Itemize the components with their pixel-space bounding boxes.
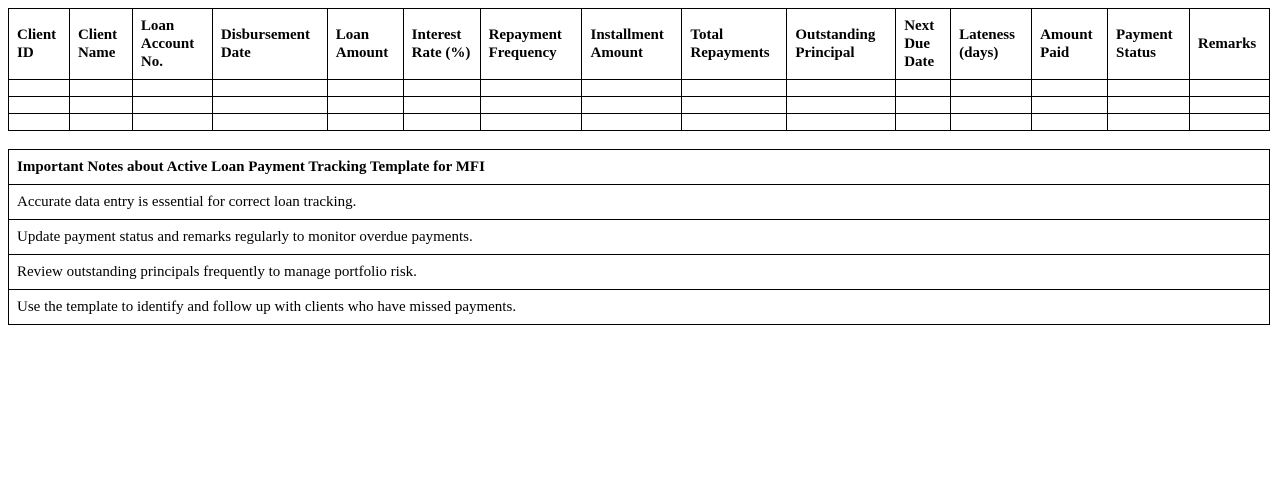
table-cell[interactable] xyxy=(682,97,787,114)
notes-table xyxy=(8,149,1270,325)
table-cell[interactable] xyxy=(212,80,327,97)
table-cell[interactable] xyxy=(1189,80,1269,97)
table-cell[interactable] xyxy=(951,80,1032,97)
table-cell[interactable] xyxy=(1108,114,1190,131)
table-cell[interactable] xyxy=(582,97,682,114)
header-payment-status: Payment Status xyxy=(1108,9,1190,80)
table-cell[interactable] xyxy=(1189,97,1269,114)
header-installment-amount: Installment Amount xyxy=(582,9,682,80)
table-cell[interactable] xyxy=(403,114,480,131)
header-interest-rate: Interest Rate (%) xyxy=(403,9,480,80)
header-loan-amount: Loan Amount xyxy=(327,9,403,80)
table-cell[interactable] xyxy=(327,97,403,114)
table-cell[interactable] xyxy=(9,80,70,97)
table-cell[interactable] xyxy=(9,114,70,131)
table-row xyxy=(9,97,1270,114)
table-cell[interactable] xyxy=(1032,114,1108,131)
table-cell[interactable] xyxy=(896,97,951,114)
table-cell[interactable] xyxy=(787,114,896,131)
header-amount-paid: Amount Paid xyxy=(1032,9,1108,80)
page-content xyxy=(8,8,1270,325)
table-cell[interactable] xyxy=(69,80,132,97)
table-cell[interactable] xyxy=(327,80,403,97)
table-cell[interactable] xyxy=(951,97,1032,114)
notes-title: Important Notes about Active Loan Payment Tracking Template for MFI xyxy=(9,150,1270,185)
header-client-id: Client ID xyxy=(9,9,70,80)
table-cell[interactable] xyxy=(951,114,1032,131)
table-cell[interactable] xyxy=(9,97,70,114)
table-cell[interactable] xyxy=(403,80,480,97)
table-row xyxy=(9,114,1270,131)
table-cell[interactable] xyxy=(69,97,132,114)
table-cell[interactable] xyxy=(480,80,582,97)
table-cell[interactable] xyxy=(132,80,212,97)
header-disbursement-date: Disbursement Date xyxy=(212,9,327,80)
table-cell[interactable] xyxy=(69,114,132,131)
table-cell[interactable] xyxy=(327,114,403,131)
notes-header-row xyxy=(9,150,1270,185)
table-cell[interactable] xyxy=(212,97,327,114)
table-cell[interactable] xyxy=(582,80,682,97)
header-repayment-frequency: Repayment Frequency xyxy=(480,9,582,80)
table-cell[interactable] xyxy=(582,114,682,131)
table-cell[interactable] xyxy=(1189,114,1269,131)
table-cell[interactable] xyxy=(1108,97,1190,114)
header-loan-account-no: Loan Account No. xyxy=(132,9,212,80)
table-cell[interactable] xyxy=(212,114,327,131)
table-cell[interactable] xyxy=(896,80,951,97)
table-cell[interactable] xyxy=(1032,80,1108,97)
note-item: Use the template to identify and follow up with clients who have missed payments. xyxy=(9,290,1270,325)
header-lateness-days: Lateness (days) xyxy=(951,9,1032,80)
table-row xyxy=(9,80,1270,97)
header-total-repayments: Total Repayments xyxy=(682,9,787,80)
notes-row xyxy=(9,185,1270,220)
table-cell[interactable] xyxy=(1108,80,1190,97)
loan-tracking-table xyxy=(8,8,1270,131)
note-item: Accurate data entry is essential for correct loan tracking. xyxy=(9,185,1270,220)
note-item: Update payment status and remarks regularly to monitor overdue payments. xyxy=(9,220,1270,255)
table-cell[interactable] xyxy=(682,80,787,97)
table-cell[interactable] xyxy=(403,97,480,114)
header-client-name: Client Name xyxy=(69,9,132,80)
table-cell[interactable] xyxy=(787,97,896,114)
table-cell[interactable] xyxy=(480,114,582,131)
table-cell[interactable] xyxy=(1032,97,1108,114)
notes-row xyxy=(9,290,1270,325)
table-cell[interactable] xyxy=(787,80,896,97)
header-next-due-date: Next Due Date xyxy=(896,9,951,80)
table-cell[interactable] xyxy=(132,97,212,114)
table-cell[interactable] xyxy=(896,114,951,131)
table-cell[interactable] xyxy=(480,97,582,114)
notes-row xyxy=(9,255,1270,290)
table-cell[interactable] xyxy=(682,114,787,131)
notes-row xyxy=(9,220,1270,255)
note-item: Review outstanding principals frequently to manage portfolio risk. xyxy=(9,255,1270,290)
header-remarks: Remarks xyxy=(1189,9,1269,80)
header-outstanding-principal: Outstanding Principal xyxy=(787,9,896,80)
table-cell[interactable] xyxy=(132,114,212,131)
table-header-row xyxy=(9,9,1270,80)
